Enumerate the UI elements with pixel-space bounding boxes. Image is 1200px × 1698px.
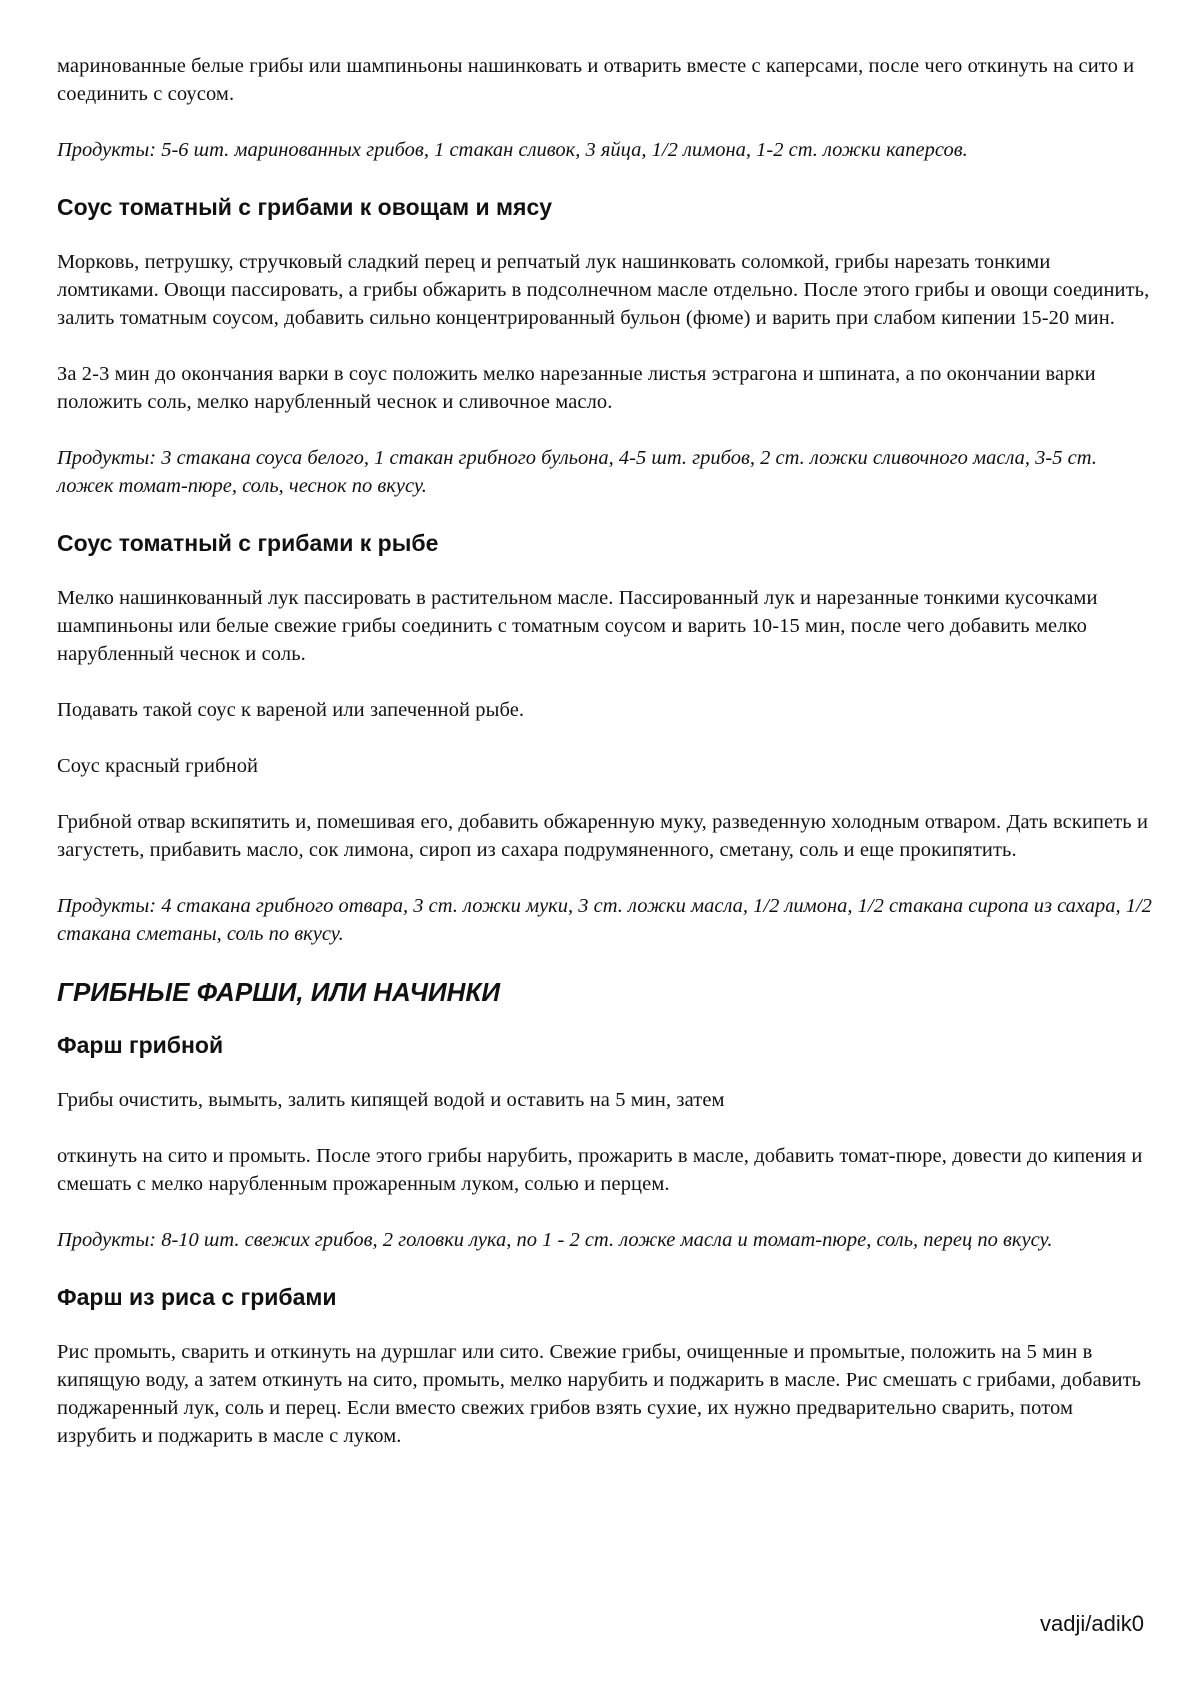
recipe-heading: Соус томатный с грибами к овощам и мясу [57,194,553,220]
ingredients-paragraph: Продукты: 3 стакана соуса белого, 1 стакан грибного бульона, 4-5 шт. грибов, 2 ст. ложки сливочного масла, 3-5 ст. ложек томат-пюре, соль, чеснок по вкусу. [57,447,1097,497]
section-heading: ГРИБНЫЕ ФАРШИ, ИЛИ НАЧИНКИ [57,977,501,1007]
recipe-heading: Соус томатный с грибами к рыбе [57,530,439,556]
recipe-heading: Фарш грибной [57,1032,224,1058]
paragraph: Морковь, петрушку, стручковый сладкий перец и репчатый лук нашинковать соломкой, грибы нарезать тонкими ломтиками. Овощи пассировать, а грибы обжарить в подсолнечном масле отдельно. После этого грибы и овощи соединить, залить томатным соусом, добавить сильно концентрированный бульон (фюме) и варить при слабом кипении 15-20 мин. [57,251,1150,329]
recipe-heading: Фарш из риса с грибами [57,1284,337,1310]
paragraph: Подавать такой соус к вареной или запеченной рыбе. [57,699,525,721]
paragraph: маринованные белые грибы или шампиньоны нашинковать и отварить вместе с каперсами, после чего откинуть на сито и соединить с соусом. [57,55,1135,105]
paragraph: Грибы очистить, вымыть, залить кипящей водой и оставить на 5 мин, затем [57,1089,725,1111]
paragraph: Грибной отвар вскипятить и, помешивая его, добавить обжаренную муку, разведенную холодным отваром. Дать вскипеть и загустеть, прибавить масло, сок лимона, сироп из сахара подрумяненного, сметану, соль и еще прокипятить. [57,811,1149,861]
ingredients-paragraph: Продукты: 8-10 шт. свежих грибов, 2 головки лука, по 1 - 2 ст. ложке масла и томат-пюре, соль, перец по вкусу. [57,1229,1053,1251]
paragraph: Соус красный грибной [57,755,259,777]
document-page [57,52,1155,1478]
paragraph: Мелко нашинкованный лук пассировать в растительном масле. Пассированный лук и нарезанные тонкими кусочками шампиньоны или белые свежие грибы соединить с томатным соусом и варить 10-15 мин, после чего добавить мелко нарубленный чеснок и соль. [57,587,1098,665]
ingredients-paragraph: Продукты: 4 стакана грибного отвара, 3 ст. ложки муки, 3 ст. ложки масла, 1/2 лимона, 1/2 стакана сиропа из сахара, 1/2 стакана сметаны, соль по вкусу. [57,895,1152,945]
footer-credit: vadji/adik0 [1040,1611,1144,1636]
paragraph: Рис промыть, сварить и откинуть на дуршлаг или сито. Свежие грибы, очищенные и промытые, положить на 5 мин в кипящую воду, а затем откинуть на сито, промыть, мелко нарубить и поджарить в масле. Рис смешать с грибами, добавить поджаренный лук, соль и перец. Если вместо свежих грибов взять сухие, их нужно предварительно сварить, потом изрубить и поджарить в масле с луком. [57,1341,1142,1447]
paragraph: откинуть на сито и промыть. После этого грибы нарубить, прожарить в масле, добавить томат-пюре, довести до кипения и смешать с мелко нарубленным прожаренным луком, солью и перцем. [57,1145,1143,1195]
ingredients-paragraph: Продукты: 5-6 шт. маринованных грибов, 1 стакан сливок, 3 яйца, 1/2 лимона, 1-2 ст. ложки каперсов. [57,139,968,161]
paragraph: За 2-3 мин до окончания варки в соус положить мелко нарезанные листья эстрагона и шпината, а по окончании варки положить соль, мелко нарубленный чеснок и сливочное масло. [57,363,1096,413]
